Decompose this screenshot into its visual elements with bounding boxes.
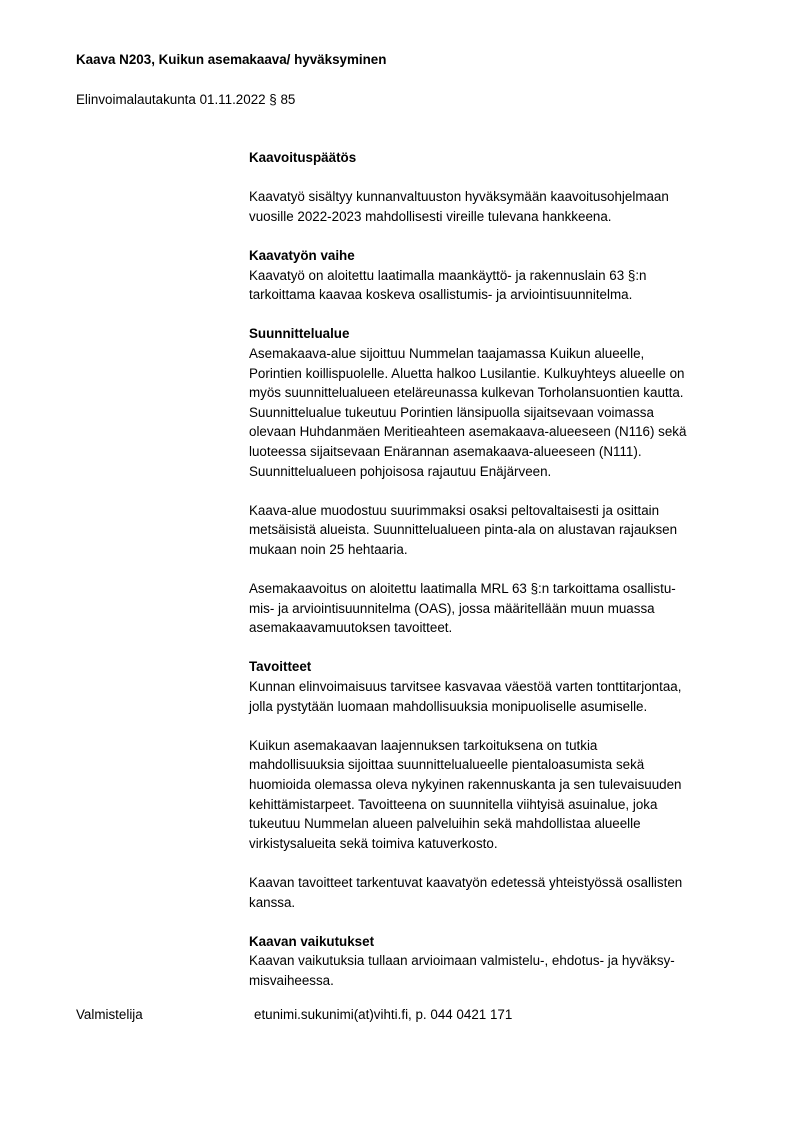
- text-line: mukaan noin 25 hehtaaria.: [249, 541, 408, 557]
- meeting-reference: Elinvoimalautakunta 01.11.2022 § 85: [76, 92, 296, 107]
- text-line: luoteessa sijaitsevaan Enärannan asemakaava-alueeseen (N111).: [249, 443, 642, 459]
- text-line: olevaan Huhdanmäen Meritieahteen asemakaava-alueeseen (N116) sekä: [249, 424, 687, 440]
- text-line: Kunnan elinvoimaisuus tarvitsee kasvavaa väestöä varten tonttitarjontaa,: [249, 679, 682, 695]
- text-line: Kaavan vaikutuksia tullaan arvioimaan valmistelu-, ehdotus- ja hyväksy-: [249, 953, 675, 969]
- text-line: misvaiheessa.: [249, 972, 334, 988]
- area-paragraph-3: [249, 579, 739, 638]
- text-line: metsäisistä alueista. Suunnittelualueen pinta-ala on alustavan rajauksen: [249, 522, 678, 538]
- text-line: Asemakaavoitus on aloitettu laatimalla MRL 63 §:n tarkoittama osallistu-: [249, 581, 676, 597]
- text-line: jolla pystytään luomaan mahdollisuuksia monipuoliselle asumiselle.: [249, 698, 648, 714]
- document-title: Kaava N203, Kuikun asemakaava/ hyväksyminen: [76, 52, 387, 67]
- document-body: [249, 148, 739, 991]
- section-heading-impacts: Kaavan vaikutukset: [249, 933, 375, 949]
- text-line: Asemakaava-alue sijoittuu Nummelan taajamassa Kuikun alueelle,: [249, 345, 645, 361]
- text-line: tarkoittama kaavaa koskeva osallistumis- ja arviointisuunnitelma.: [249, 287, 633, 303]
- text-line: myös suunnittelualueen eteläreunassa kulkevan Torholansuontien kautta.: [249, 385, 684, 401]
- area-paragraph-2: [249, 501, 739, 560]
- text-line: virkistysalueita sekä toimiva katuverkosto.: [249, 835, 498, 851]
- section-heading-decision: Kaavoituspäätös: [249, 150, 357, 165]
- preparer-label: Valmistelija: [76, 1007, 143, 1022]
- text-line: Suunnittelualueen pohjoisosa rajautuu Enäjärveen.: [249, 463, 552, 479]
- preparer-contact: etunimi.sukunimi(at)vihti.fi, p. 044 0421 171: [254, 1007, 513, 1022]
- impacts-paragraph: [249, 951, 739, 990]
- section-heading-goals: Tavoitteet: [249, 659, 312, 675]
- text-line: mis- ja arviointisuunnitelma (OAS), jossa määritellään muun muassa: [249, 600, 655, 616]
- text-line: Kuikun asemakaavan laajennuksen tarkoituksena on tutkia: [249, 737, 598, 753]
- text-line: tukeutuu Nummelan alueen palveluihin sekä mahdollistaa alueelle: [249, 816, 641, 832]
- text-line: kehittämistarpeet. Tavoitteena on suunnitella viihtyisä asuinalue, joka: [249, 796, 658, 812]
- text-line: asemakaavamuutoksen tavoitteet.: [249, 620, 453, 636]
- text-line: Kaavatyö sisältyy kunnanvaltuuston hyväksymään kaavoitusohjelmaan: [249, 189, 669, 205]
- text-line: vuosille 2022-2023 mahdollisesti vireille tulevana hankkeena.: [249, 208, 612, 224]
- text-line: Porintien koillispuolelle. Aluetta halkoo Lusilantie. Kulkuyhteys alueelle on: [249, 365, 685, 381]
- goals-paragraph-1: [249, 677, 739, 716]
- text-line: Kaavan tavoitteet tarkentuvat kaavatyön edetessä yhteistyössä osallisten: [249, 874, 683, 890]
- text-line: mahdollisuuksia sijoittaa suunnittelualueelle pientaloasumista sekä: [249, 757, 645, 773]
- text-line: huomioida olemassa oleva nykyinen rakennuskanta ja sen tulevaisuuden: [249, 777, 682, 792]
- section-heading-phase: Kaavatyön vaihe: [249, 247, 355, 263]
- text-line: kanssa.: [249, 894, 296, 910]
- decision-paragraph: [249, 187, 739, 226]
- text-line: Kaava-alue muodostuu suurimmaksi osaksi peltovaltaisesti ja osittain: [249, 502, 660, 518]
- section-heading-area: Suunnittelualue: [249, 326, 350, 342]
- goals-paragraph-3: [249, 873, 739, 912]
- text-line: Suunnittelualue tukeutuu Porintien länsipuolla sijaitsevaan voimassa: [249, 404, 654, 420]
- area-paragraph-1: [249, 344, 739, 481]
- goals-paragraph-2: [249, 736, 739, 854]
- phase-paragraph: [249, 266, 739, 305]
- text-line: Kaavatyö on aloitettu laatimalla maankäyttö- ja rakennuslain 63 §:n: [249, 267, 647, 283]
